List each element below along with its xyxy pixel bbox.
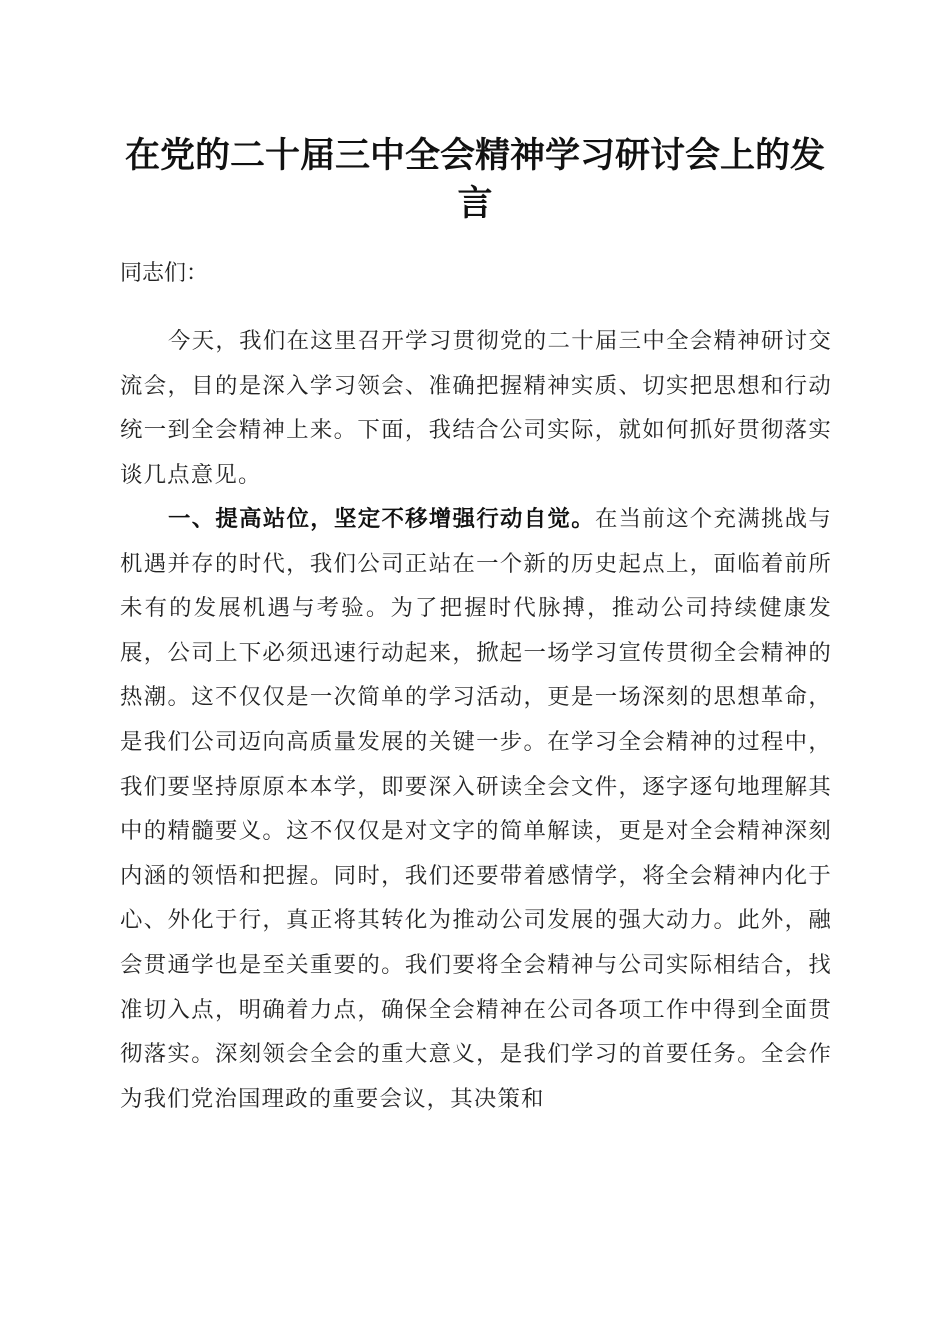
paragraph-intro: 今天，我们在这里召开学习贯彻党的二十届三中全会精神研讨交流会，目的是深入学习领会、准确把握精神实质、切实把思想和行动统一到全会精神上来。下面，我结合公司实际，就如何抓好贯彻落实谈几点意见。 bbox=[120, 328, 832, 488]
paragraph-section-one bbox=[120, 497, 832, 1121]
document-title: 在党的二十届三中全会精神学习研讨会上的发言 bbox=[124, 135, 825, 224]
section-heading: 一、提高站位，坚定不移增强行动自觉。 bbox=[168, 506, 595, 532]
section-body-text: 在当前这个充满挑战与机遇并存的时代，我们公司正站在一个新的历史起点上，面临着前所未有的发展机遇与考验。为了把握时代脉搏，推动公司持续健康发展，公司上下必须迅速行动起来，掀起一场学习宣传贯彻全会精神的热潮。这不仅仅是一次简单的学习活动，更是一场深刻的思想革命，是我们公司迈向高质量发展的关键一步。在学习全会精神的过程中，我们要坚持原原本本学，即要深入研读全会文件，逐字逐句地理解其中的精髓要义。这不仅仅是对文字的简单解读，更是对全会精神深刻内涵的领悟和把握。同时，我们还要带着感情学，将全会精神内化于心、外化于行，真正将其转化为推动公司发展的强大动力。此外，融会贯通学也是至关重要的。我们要将全会精神与公司实际相结合，找准切入点，明确着力点，确保全会精神在公司各项工作中得到全面贯彻落实。深刻领会全会的重大意义，是我们学习的首要任务。全会作为我们党治国理政的重要会议，其决策和 bbox=[120, 506, 832, 1112]
salutation: 同志们： bbox=[120, 261, 209, 286]
